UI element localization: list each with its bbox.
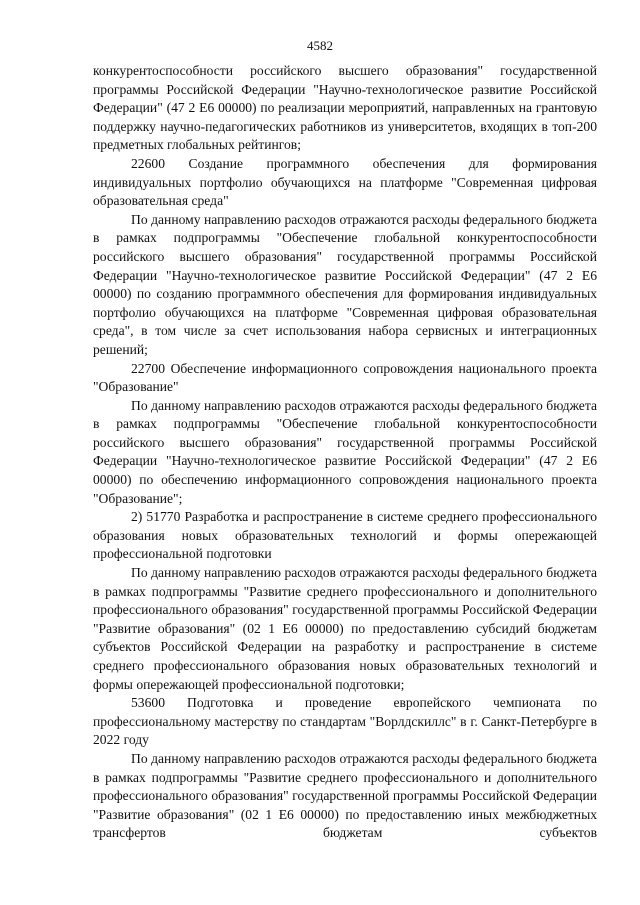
document-body bbox=[93, 62, 597, 843]
paragraph-description: По данному направлению расходов отражаются расходы федерального бюджета в рамках подпрограммы "Развитие среднего профессионального и дополнительного профессионального образования" государственной программы Российской Федерации "Развитие образования" (02 1 Е6 00000) по предоставлению иных межбюджетных трансфертов бюджетам субъектов bbox=[93, 750, 597, 841]
paragraph-description: По данному направлению расходов отражаются расходы федерального бюджета в рамках подпрограммы "Развитие среднего профессионального и дополнительного профессионального образования" государственной программы Российской Федерации "Развитие образования" (02 1 Е6 00000) по предоставлению субсидий бюджетам субъектов Российской Федерации на разработку и распространение в системе среднего профессионального образования новых образовательных технологий и формы опережающей профессиональной подготовки; bbox=[93, 565, 597, 692]
paragraph-heading-53600: 53600 Подготовка и проведение европейского чемпионата по профессиональному мастерству по стандартам "Ворлдскиллс" в г. Санкт-Петербурге в 2022 году bbox=[93, 695, 597, 748]
paragraph-continued: конкурентоспособности российского высшего образования" государственной программы Российской Федерации "Научно-технологическое развитие Российской Федерации" (47 2 Е6 00000) по реализации мероприятий, направленных на грантовую поддержку научно-педагогических работников из университетов, входящих в топ-200 предметных глобальных рейтингов; bbox=[93, 63, 597, 153]
paragraph-heading-22600: 22600 Создание программного обеспечения для формирования индивидуальных портфолио обучающихся на платформе "Современная цифровая образовательная среда" bbox=[93, 155, 597, 209]
paragraph-heading-51770: 2) 51770 Разработка и распространение в системе среднего профессионального образования новых образовательных технологий и формы опережающей профессиональной подготовки bbox=[93, 509, 597, 562]
paragraph-description: По данному направлению расходов отражаются расходы федерального бюджета в рамках подпрограммы "Обеспечение глобальной конкурентоспособности российского высшего образования" государственной программы Российской Федерации "Научно-технологическое развитие Российской Федерации" (47 2 Е6 00000) по обеспечению информационного сопровождения национального проекта "Образование"; bbox=[93, 397, 597, 506]
page-number: 4582 bbox=[307, 38, 333, 53]
paragraph-heading-22700: 22700 Обеспечение информационного сопровождения национального проекта "Образование" bbox=[93, 360, 597, 395]
paragraph-description: По данному направлению расходов отражаются расходы федерального бюджета в рамках подпрограммы "Обеспечение глобальной конкурентоспособности российского высшего образования" государственной программы Российской Федерации "Научно-технологическое развитие Российской Федерации" (47 2 Е6 00000) по созданию программного обеспечения для формирования индивидуальных портфолио обучающихся на платформе "Современная цифровая образовательная среда", в том числе за счет использования набора сервисных и интеграционных решений; bbox=[93, 211, 597, 357]
